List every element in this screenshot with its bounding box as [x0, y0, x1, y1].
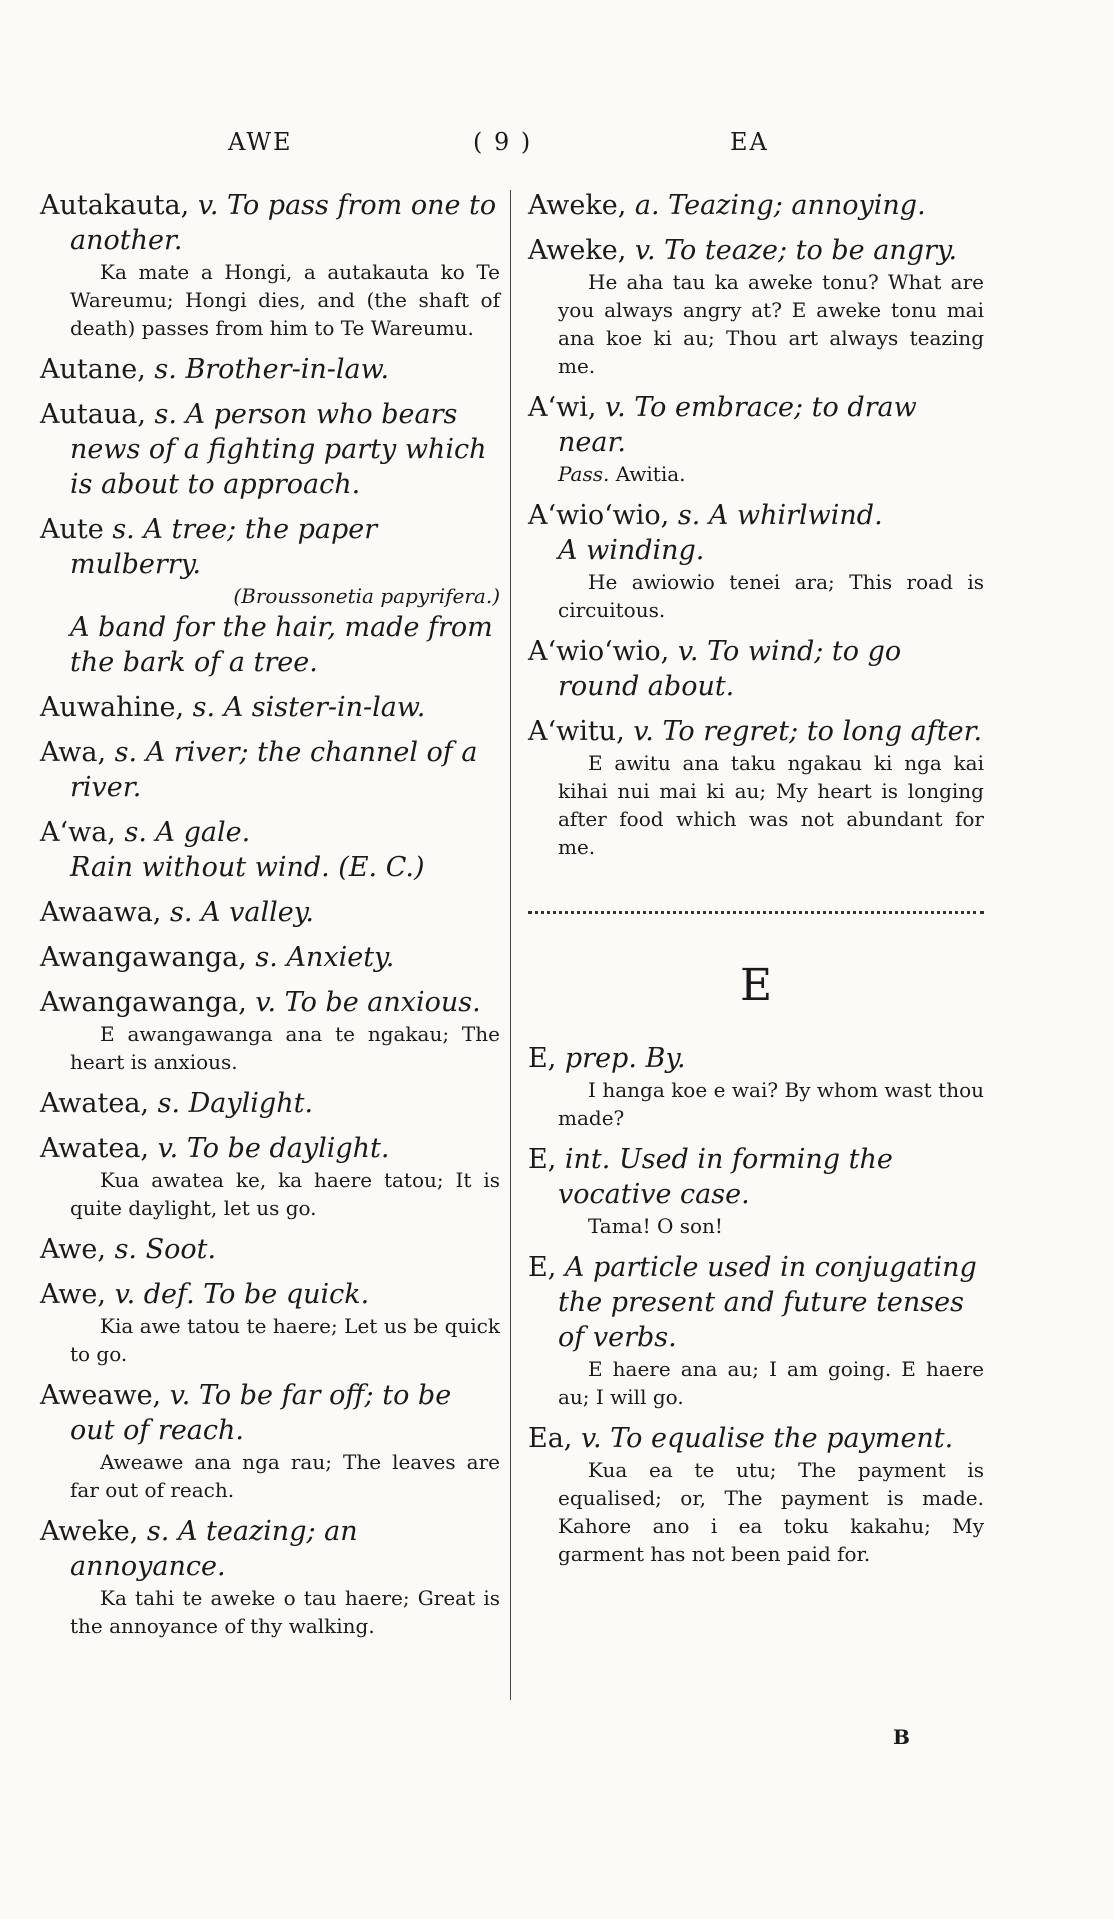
- gloss: Daylight.: [188, 1088, 314, 1119]
- dictionary-entry: [40, 1378, 500, 1504]
- dictionary-entry: [528, 233, 984, 380]
- example-sentence: Aweawe ana nga rau; The leaves are far out of reach.: [70, 1450, 500, 1502]
- gloss: To be daylight.: [186, 1133, 390, 1164]
- entry-head: [40, 1086, 500, 1121]
- gloss: To wind; to go round about.: [558, 636, 902, 702]
- gloss: By.: [645, 1043, 686, 1074]
- part-of-speech: s.: [154, 399, 177, 430]
- headword: Autane,: [40, 354, 146, 385]
- gloss: To equalise the payment.: [610, 1423, 954, 1454]
- entry-head: [40, 1514, 500, 1584]
- dictionary-entry: [528, 714, 984, 861]
- headword: E,: [528, 1043, 557, 1074]
- example-sentence: Tama! O son!: [588, 1214, 723, 1238]
- header-right-word: EA: [730, 128, 769, 156]
- gloss: A gale.: [155, 817, 251, 848]
- headword: Awe,: [40, 1234, 106, 1265]
- part-of-speech: s.: [146, 1516, 170, 1547]
- dictionary-entry: [40, 1232, 500, 1267]
- entry-head: [40, 815, 500, 850]
- entry-head: [528, 498, 984, 533]
- gloss: A tree; the paper mulberry.: [70, 514, 378, 580]
- headword: A‘witu,: [528, 716, 625, 747]
- example-sentence: Ka mate a Hongi, a autakauta ko Te Wareumu; Hongi dies, and (the shaft of death) passes from him to Te Wareumu.: [70, 260, 500, 340]
- dictionary-entry: [528, 1142, 984, 1240]
- dictionary-entry: [40, 188, 500, 342]
- dictionary-entry: [40, 895, 500, 930]
- dictionary-entry: [40, 815, 500, 885]
- gloss: To be quick.: [203, 1279, 370, 1310]
- entry-head: [40, 397, 500, 502]
- part-of-speech: s.: [157, 1088, 181, 1119]
- dictionary-entry: [528, 1421, 984, 1568]
- dictionary-entry: [528, 498, 984, 624]
- section-divider: [528, 911, 984, 920]
- entry-head: [528, 233, 984, 268]
- headword: E,: [528, 1252, 557, 1283]
- entry-head: [528, 1142, 984, 1212]
- dictionary-entry: [40, 1131, 500, 1222]
- example-sentence: He aha tau ka aweke tonu? What are you always angry at? E aweke tonu mai ana koe ki au; Thou art always teazing me.: [558, 270, 984, 378]
- dictionary-entry: [40, 352, 500, 387]
- entry-head: [528, 390, 984, 460]
- entry-head: [40, 188, 500, 258]
- part-of-speech: s.: [154, 354, 177, 385]
- gloss: To pass from one to another.: [70, 190, 497, 256]
- headword: Ea,: [528, 1423, 573, 1454]
- part-of-speech: prep.: [564, 1043, 637, 1074]
- part-of-speech: v.: [169, 1380, 191, 1411]
- passive-label: Pass.: [558, 462, 610, 486]
- entry-head: [40, 1277, 500, 1312]
- example-sentence: E haere ana au; I am going. E haere au; I will go.: [558, 1357, 984, 1409]
- page-header: [0, 128, 1114, 164]
- entry-head: [528, 1250, 984, 1355]
- gloss: Anxiety.: [286, 942, 395, 973]
- gloss: A whirlwind.: [708, 500, 883, 531]
- dictionary-entry: [528, 188, 984, 223]
- part-of-speech: s.: [124, 817, 147, 848]
- entry-head: [528, 188, 984, 223]
- dictionary-entry: [40, 1514, 500, 1640]
- headword: A‘wi,: [528, 392, 597, 423]
- right-column-e-entries: [528, 1041, 984, 1568]
- dictionary-entry: [528, 390, 984, 488]
- passive-form: [558, 460, 984, 488]
- part-of-speech: int.: [564, 1144, 611, 1175]
- passive-word: Awitia.: [615, 462, 686, 486]
- example-sentence: E awitu ana taku ngakau ki nga kai kihai nui mai ki au; My heart is longing after food which was not abundant for me.: [558, 751, 984, 859]
- entry-head: [40, 940, 500, 975]
- secondary-gloss: Rain without wind. (E. C.): [70, 852, 425, 883]
- entry-head: [528, 634, 984, 704]
- example-sentence: He awiowio tenei ara; This road is circuitous.: [558, 570, 984, 622]
- part-of-speech: s.: [677, 500, 701, 531]
- part-of-speech: v.: [157, 1133, 179, 1164]
- part-of-speech: s.: [114, 1234, 138, 1265]
- entry-head: [40, 985, 500, 1020]
- headword: A‘wio‘wio,: [528, 500, 670, 531]
- right-column-a-entries: [528, 188, 984, 861]
- headword: Auwahine,: [40, 692, 185, 723]
- secondary-gloss: A band for the hair, made from the bark of a tree.: [70, 612, 493, 678]
- headword: Aweke,: [40, 1516, 139, 1547]
- entry-head: [40, 1131, 500, 1166]
- dictionary-entry: [40, 985, 500, 1076]
- gloss: Teazing; annoying.: [668, 190, 926, 221]
- dictionary-entry: [40, 1086, 500, 1121]
- headword: A‘wa,: [40, 817, 116, 848]
- headword: E,: [528, 1144, 557, 1175]
- gloss: A river; the channel of a river.: [70, 737, 478, 803]
- part-of-speech: v. def.: [114, 1279, 195, 1310]
- part-of-speech: s.: [169, 897, 193, 928]
- part-of-speech: s.: [255, 942, 278, 973]
- headword: Autaua,: [40, 399, 146, 430]
- column-divider: [510, 190, 511, 1700]
- example-sentence: I hanga koe e wai? By whom wast thou made?: [558, 1078, 984, 1130]
- part-of-speech: v.: [580, 1423, 602, 1454]
- part-of-speech: s.: [112, 514, 135, 545]
- dictionary-entry: [528, 1041, 984, 1132]
- gloss: To be anxious.: [284, 987, 481, 1018]
- gloss: To regret; to long after.: [662, 716, 983, 747]
- dictionary-entry: [40, 397, 500, 502]
- gloss: A teazing; an annoyance.: [70, 1516, 358, 1582]
- dictionary-entry: [528, 1250, 984, 1411]
- entry-head: [40, 690, 500, 725]
- gloss: A valley.: [201, 897, 314, 928]
- gloss: Brother-in-law.: [185, 354, 390, 385]
- left-column: [40, 188, 500, 1650]
- gloss: Soot.: [145, 1234, 217, 1265]
- gloss: A sister-in-law.: [223, 692, 426, 723]
- headword: Awatea,: [40, 1088, 150, 1119]
- dictionary-entry: [40, 512, 500, 680]
- dictionary-entry: [40, 1277, 500, 1368]
- headword: Awatea,: [40, 1133, 150, 1164]
- headword: Aweawe,: [40, 1380, 162, 1411]
- entry-head: [40, 352, 500, 387]
- entry-head: [40, 1378, 500, 1448]
- dictionary-entry: [528, 634, 984, 704]
- dictionary-entry: [40, 690, 500, 725]
- headword: Awa,: [40, 737, 107, 768]
- example-sentence: Kia awe tatou te haere; Let us be quick to go.: [70, 1314, 500, 1366]
- example-sentence: E awangawanga ana te ngakau; The heart is anxious.: [70, 1022, 500, 1074]
- headword: Aweke,: [528, 190, 627, 221]
- entry-head: [40, 1232, 500, 1267]
- part-of-speech: v.: [634, 235, 656, 266]
- entry-head: [40, 895, 500, 930]
- headword: Aute: [40, 514, 104, 545]
- entry-head: [40, 735, 500, 805]
- headword: Awangawanga,: [40, 942, 247, 973]
- part-of-speech: a.: [634, 190, 660, 221]
- part-of-speech: v.: [677, 636, 699, 667]
- headword: Awangawanga,: [40, 987, 247, 1018]
- headword: Autakauta,: [40, 190, 190, 221]
- headword: Awaawa,: [40, 897, 162, 928]
- example-sentence: Ka tahi te aweke o tau haere; Great is the annoyance of thy walking.: [70, 1586, 500, 1638]
- headword: A‘wio‘wio,: [528, 636, 670, 667]
- part-of-speech: v.: [255, 987, 277, 1018]
- part-of-speech: v.: [197, 190, 219, 221]
- part-of-speech: v.: [605, 392, 626, 423]
- headword: Aweke,: [528, 235, 627, 266]
- right-column: [528, 188, 984, 1578]
- part-of-speech: s.: [114, 737, 138, 768]
- example-sentence: Kua ea te utu; The payment is equalised; or, The payment is made. Kahore ano i ea toku kakahu; My garment has not been paid for.: [558, 1458, 984, 1566]
- example-sentence: Kua awatea ke, ka haere tatou; It is quite daylight, let us go.: [70, 1168, 500, 1220]
- section-letter: E: [739, 960, 773, 1011]
- entry-head: [528, 1421, 984, 1456]
- dictionary-entry: [40, 735, 500, 805]
- gloss: To teaze; to be angry.: [664, 235, 958, 266]
- page-number: ( 9 ): [473, 128, 533, 156]
- gloss: A person who bears news of a fighting party which is about to approach.: [70, 399, 487, 500]
- scientific-name: (Broussonetia papyrifera.): [233, 584, 500, 608]
- headword: Awe,: [40, 1279, 106, 1310]
- entry-head: [528, 1041, 984, 1076]
- gloss: Used in forming the vocative case.: [558, 1144, 893, 1210]
- part-of-speech: v.: [633, 716, 654, 747]
- header-left-word: AWE: [228, 128, 293, 156]
- signature-mark: B: [893, 1725, 910, 1749]
- gloss: A particle used in conjugating the present and future tenses of verbs.: [558, 1252, 977, 1353]
- secondary-gloss: A winding.: [558, 535, 705, 566]
- gloss: To be far off; to be out of reach.: [70, 1380, 452, 1446]
- entry-head: [40, 512, 500, 582]
- entry-head: [528, 714, 984, 749]
- part-of-speech: s.: [192, 692, 216, 723]
- dictionary-entry: [40, 940, 500, 975]
- gloss: To embrace; to draw near.: [558, 392, 917, 458]
